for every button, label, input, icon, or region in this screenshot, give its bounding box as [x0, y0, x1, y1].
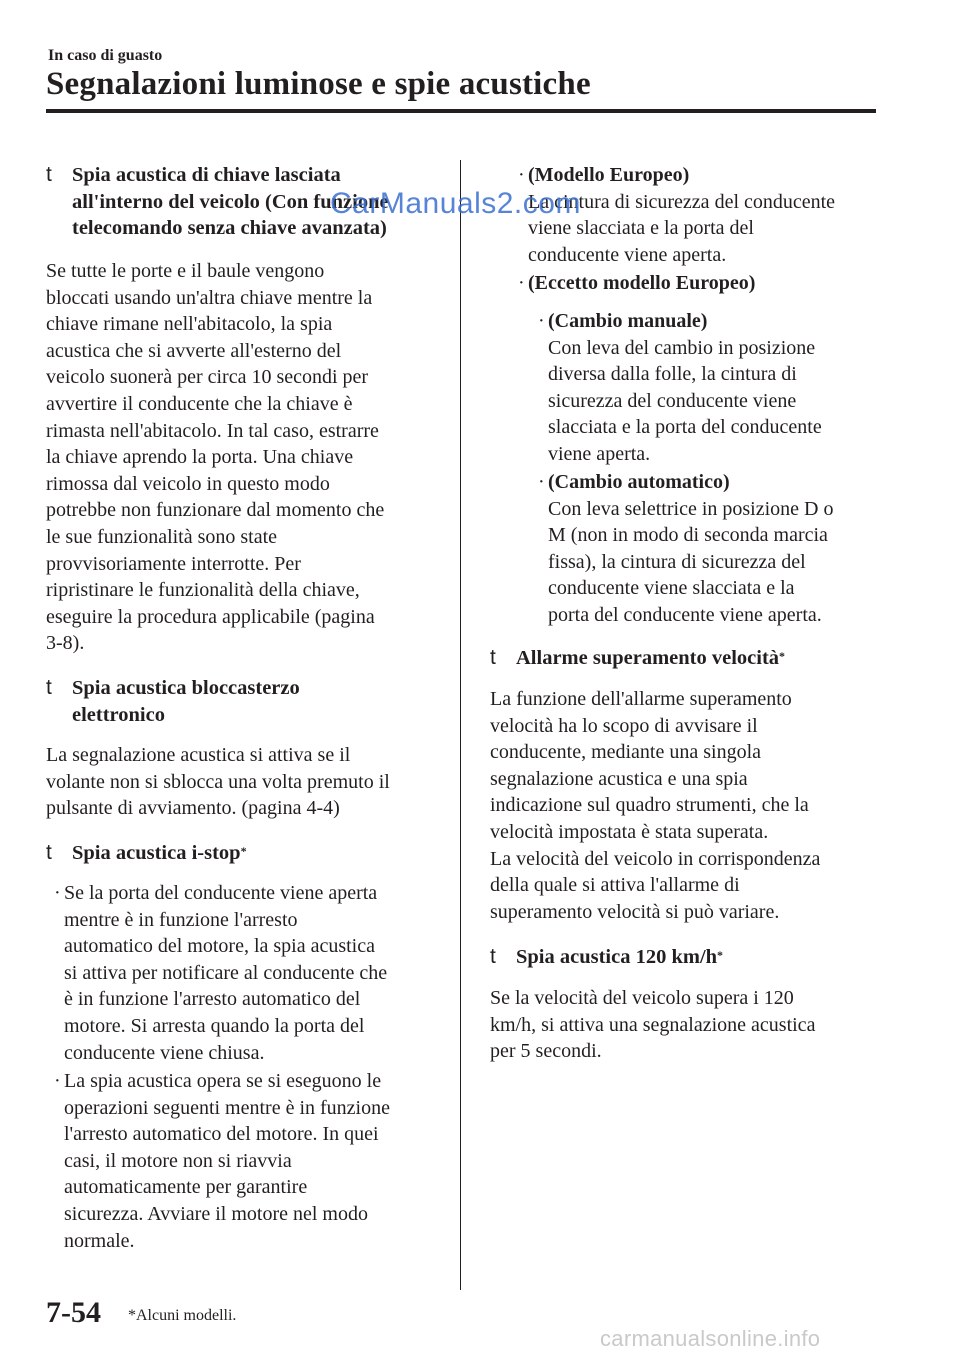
- column-divider: [460, 160, 461, 1290]
- body-line: segnalazione acustica e una spia: [490, 767, 748, 790]
- bullet-dot: ·: [518, 272, 525, 294]
- subheading: (Cambio manuale): [548, 310, 708, 332]
- body-line: conducente viene slacciata e la: [548, 577, 795, 600]
- body-line: pulsante di avviamento. (pagina 4-4): [46, 797, 340, 820]
- body-line: eseguire la procedura applicabile (pagina: [46, 605, 375, 628]
- bullet-dot: ·: [54, 1070, 61, 1092]
- body-line: sicurezza. Avviare il motore nel modo: [64, 1202, 368, 1225]
- bullet-dot: ·: [538, 471, 545, 493]
- body-line: conducente, mediante una singola: [490, 741, 762, 764]
- asterisk: *: [240, 844, 247, 858]
- heading-line: telecomando senza chiave avanzata): [72, 217, 387, 239]
- body-line: conducente viene aperta.: [528, 243, 727, 266]
- list-item-manual: [538, 308, 822, 468]
- list-item: [54, 1068, 390, 1254]
- body-line: avvertire il conducente che la chiave è: [46, 392, 353, 415]
- body-line: slacciata e la porta del conducente: [548, 416, 822, 439]
- body-line: automaticamente per garantire: [64, 1176, 308, 1199]
- body-line: 3-8).: [46, 632, 85, 655]
- body-line: porta del conducente viene aperta.: [548, 603, 822, 626]
- body-line: La cintura di sicurezza del conducente: [528, 190, 836, 213]
- watermark-logo: CarManuals2.com: [330, 187, 581, 220]
- body-line: viene slacciata e la porta del: [528, 217, 754, 240]
- body-line: la chiave aprendo la porta. Una chiave: [46, 446, 354, 469]
- heading-marker-icon: t: [46, 841, 52, 864]
- subheading: (Cambio automatico): [548, 471, 730, 493]
- body-line: indicazione sul quadro strumenti, che la: [490, 794, 809, 817]
- body-line: volante non si sblocca una volta premuto il: [46, 770, 390, 793]
- heading-steering-lock: [46, 675, 300, 728]
- subheading: (Modello Europeo): [528, 164, 690, 186]
- heading-marker-icon: t: [46, 163, 52, 186]
- body-line: motore. Si arresta quando la porta del: [64, 1014, 365, 1037]
- heading-text: Spia acustica 120 km/h: [516, 946, 718, 968]
- paragraph-steering-lock: [46, 742, 390, 822]
- page-title: Segnalazioni luminose e spie acustiche: [46, 66, 591, 102]
- body-line: le sue funzionalità sono state: [46, 525, 278, 548]
- body-line: Se la velocità del veicolo supera i 120: [490, 987, 794, 1009]
- body-line: bloccati usando un'altra chiave mentre la: [46, 286, 373, 309]
- body-line: rimossa dal veicolo in questo modo: [46, 472, 330, 495]
- list-item-automatic: [538, 469, 834, 629]
- heading-i-stop: [46, 840, 247, 867]
- body-line: acustica che si avverte all'esterno del: [46, 339, 342, 362]
- body-line: casi, il motore non si riavvia: [64, 1149, 292, 1172]
- bullet-dot: ·: [518, 164, 525, 186]
- body-line: chiave rimane nell'abitacolo, la spia: [46, 313, 333, 336]
- body-line: fissa), la cintura di sicurezza del: [548, 550, 806, 573]
- body-line: ripristinare le funzionalità della chiave,: [46, 579, 360, 602]
- body-line: Con leva del cambio in posizione: [548, 336, 816, 359]
- body-line: della quale si attiva l'allarme di: [490, 874, 740, 897]
- heading-text: Allarme superamento velocità: [516, 647, 780, 669]
- body-line: La funzione dell'allarme superamento: [490, 688, 792, 710]
- asterisk: *: [779, 649, 786, 663]
- body-line: l'arresto automatico del motore. In quei: [64, 1123, 379, 1146]
- body-line: mentre è in funzione l'arresto: [64, 908, 298, 931]
- heading-line: elettronico: [72, 703, 165, 726]
- heading-marker-icon: t: [490, 945, 496, 968]
- body-line: veicolo suonerà per circa 10 secondi per: [46, 366, 369, 389]
- body-line: diversa dalla folle, la cintura di: [548, 363, 797, 386]
- bullet-dot: ·: [538, 310, 545, 332]
- site-footer: carmanualsonline.info: [600, 1326, 821, 1351]
- heading-line: Spia acustica di chiave lasciata: [72, 164, 341, 186]
- body-line: automatico del motore, la spia acustica: [64, 935, 375, 958]
- heading-marker-icon: t: [46, 676, 52, 699]
- body-line: M (non in modo di seconda marcia: [548, 524, 828, 547]
- body-line: si attiva per notificare al conducente che: [64, 961, 388, 984]
- body-line: Se tutte le porte e il baule vengono: [46, 260, 325, 282]
- heading-marker-icon: t: [490, 646, 496, 669]
- body-line: provvisoriamente interrotte. Per: [46, 552, 301, 575]
- body-line: è in funzione l'arresto automatico del: [64, 988, 361, 1011]
- body-line: Se la porta del conducente viene aperta: [64, 882, 378, 904]
- body-line: velocità ha lo scopo di avvisare il: [490, 714, 758, 737]
- body-line: La velocità del veicolo in corrispondenza: [490, 847, 821, 870]
- list-item: [54, 880, 388, 1066]
- heading-speed-alarm: [490, 645, 786, 672]
- body-line: La spia acustica opera se si eseguono le: [64, 1070, 382, 1092]
- paragraph-key-left-warning: [46, 258, 384, 657]
- body-line: normale.: [64, 1229, 135, 1252]
- paragraph-120-kmh: [490, 985, 815, 1065]
- list-item-non-europe: [518, 270, 756, 297]
- body-line: Con leva selettrice in posizione D o: [548, 497, 834, 520]
- body-line: potrebbe non funzionare dal momento che: [46, 499, 385, 522]
- body-line: conducente viene chiusa.: [64, 1041, 265, 1064]
- heading-120-kmh: [490, 944, 724, 971]
- asterisk: *: [717, 948, 724, 962]
- page-number: 7-54: [46, 1296, 101, 1329]
- body-line: velocità impostata è stata superata.: [490, 820, 769, 843]
- body-line: La segnalazione acustica si attiva se il: [46, 744, 351, 766]
- body-line: km/h, si attiva una segnalazione acustica: [490, 1013, 816, 1036]
- body-line: sicurezza del conducente viene: [548, 389, 797, 412]
- body-line: per 5 secondi.: [490, 1040, 602, 1063]
- footnote: *Alcuni modelli.: [128, 1307, 237, 1324]
- title-rule: [46, 109, 876, 113]
- heading-line: Spia acustica bloccasterzo: [72, 677, 300, 699]
- body-line: viene aperta.: [548, 442, 651, 465]
- heading-line: all'interno del veicolo (Con funzione: [72, 190, 389, 213]
- heading-text: Spia acustica i-stop: [72, 842, 241, 864]
- bullet-dot: ·: [54, 882, 61, 904]
- subheading: (Eccetto modello Europeo): [528, 272, 756, 294]
- paragraph-speed-alarm: [490, 686, 820, 925]
- section-label: In caso di guasto: [48, 47, 163, 64]
- body-line: superamento velocità si può variare.: [490, 900, 780, 923]
- body-line: rimasta nell'abitacolo. In tal caso, estrarre: [46, 419, 379, 442]
- body-line: operazioni seguenti mentre è in funzione: [64, 1096, 390, 1119]
